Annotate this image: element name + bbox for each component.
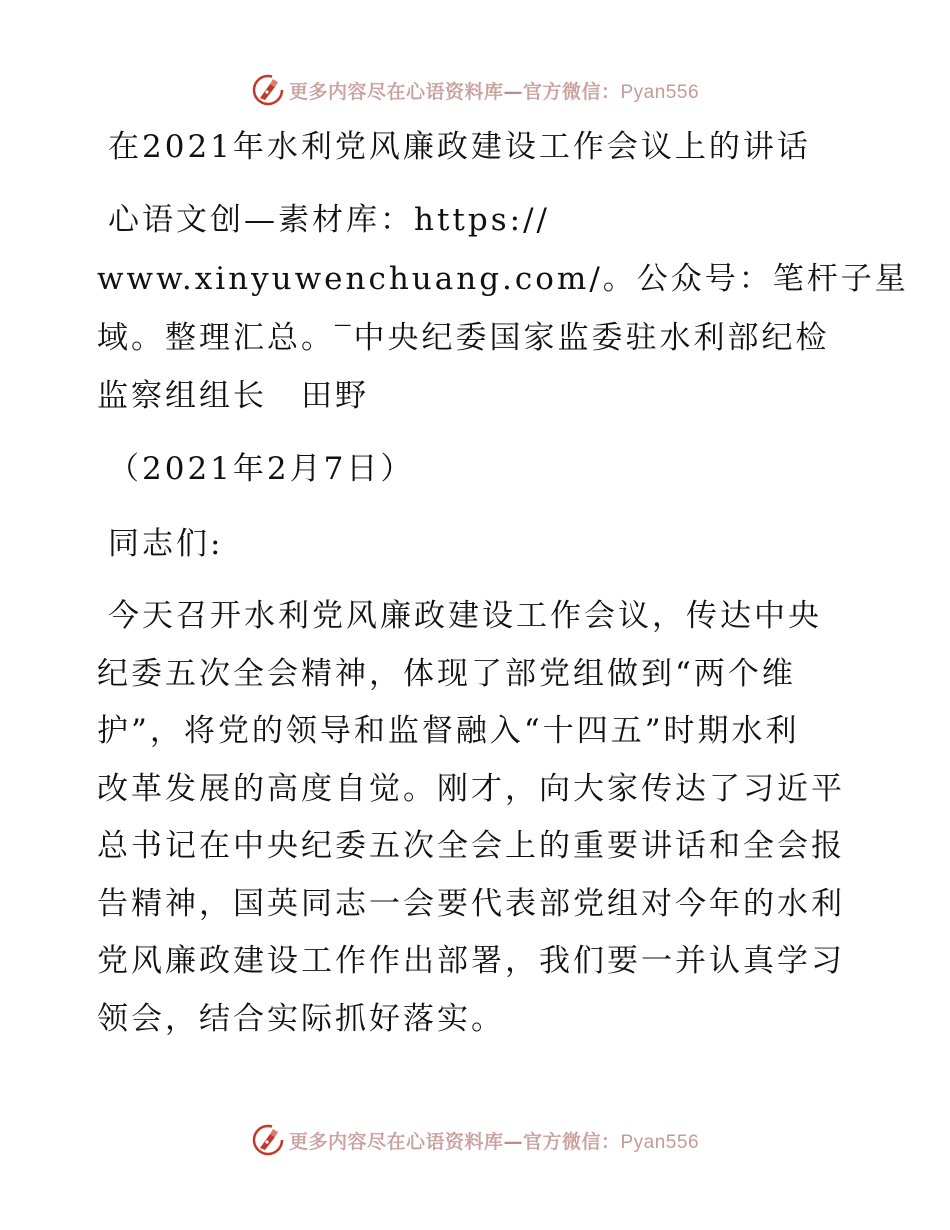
- pen-nib-logo-icon: [251, 1123, 285, 1157]
- pen-nib-logo-icon: [251, 73, 285, 107]
- watermark-text: 更多内容尽在心语资料库—官方微信：Pyan556: [288, 1130, 700, 1153]
- body-line: 总书记在中央纪委五次全会上的重要讲话和全会报: [97, 828, 845, 864]
- watermark-text: 更多内容尽在心语资料库—官方微信：Pyan556: [288, 80, 700, 103]
- body-line: 今天召开水利党风廉政建设工作会议，传达中央: [108, 598, 822, 634]
- body-line: 领会，结合实际抓好落实。: [97, 1000, 505, 1037]
- watermark-banner-bottom: [0, 1120, 950, 1160]
- source-line-1: 心语文创—素材库：https://: [108, 202, 550, 238]
- document-title: 在2021年水利党风廉政建设工作会议上的讲话: [108, 129, 811, 165]
- body-line: 告精神，国英同志一会要代表部党组对今年的水利: [97, 885, 845, 922]
- source-line-2: www.xinyuwenchuang.com/。公众号：笔杆子星: [97, 261, 909, 297]
- source-line-3: 域。整理汇总。‾中央纪委国家监委驻水利部纪检: [97, 320, 830, 356]
- speech-date: （2021年2月7日）: [108, 451, 415, 487]
- body-line: 党风廉政建设工作作出部署，我们要一并认真学习: [97, 943, 845, 979]
- author-line: 监察组组长 田野: [97, 378, 369, 414]
- watermark-banner-top: [0, 70, 950, 110]
- salutation: 同志们:: [108, 526, 224, 562]
- body-line: 纪委五次全会精神，体现了部党组做到“两个维: [97, 655, 796, 692]
- body-line: 护”，将党的领导和监督融入“十四五”时期水利: [97, 713, 800, 749]
- body-line: 改革发展的高度自觉。刚才，向大家传达了习近平: [97, 770, 845, 807]
- body-paragraph: [97, 588, 857, 1048]
